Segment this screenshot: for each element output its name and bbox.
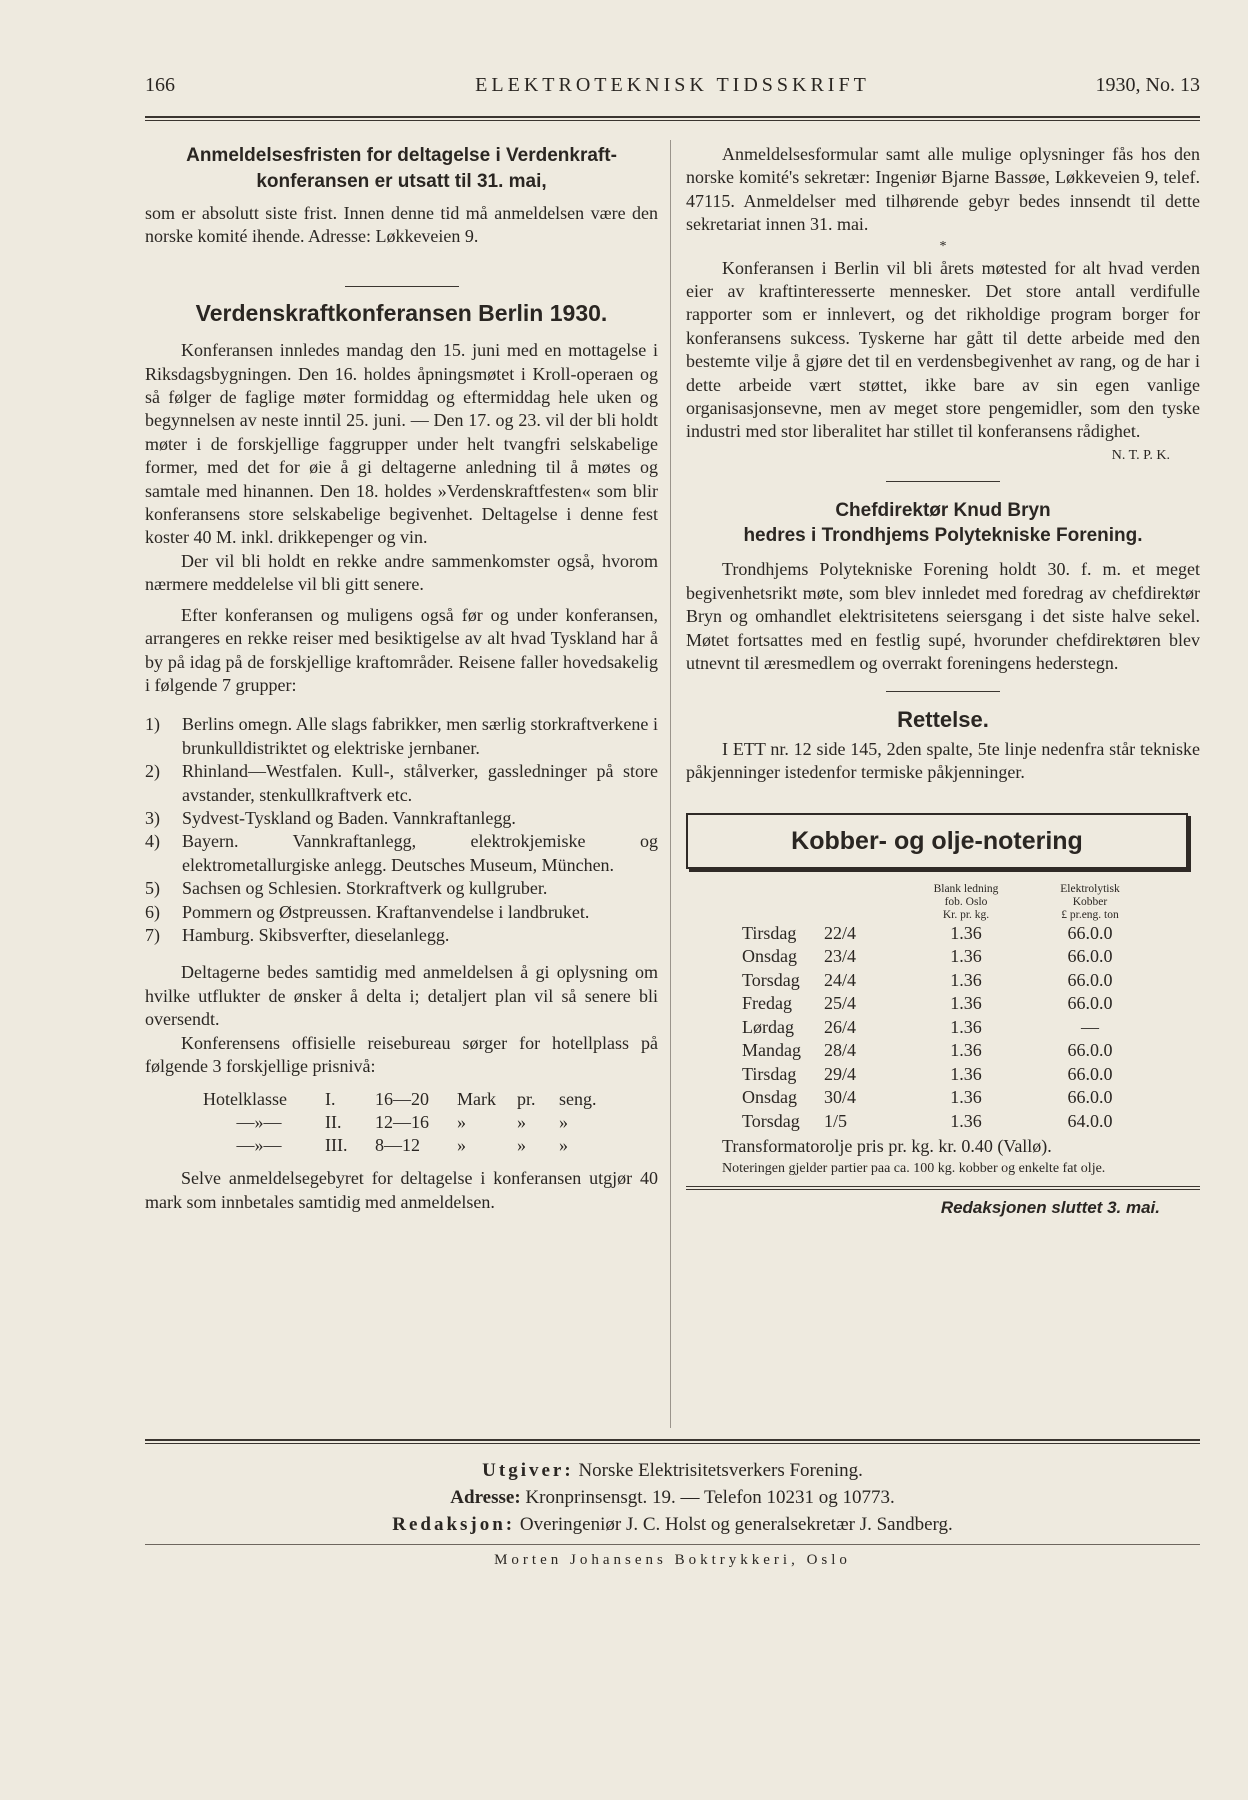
footer-editorial: Redaksjon: Overingeniør J. C. Holst og generalsekretær J. Sandberg. xyxy=(392,1514,953,1535)
hotel-price-table xyxy=(203,1088,607,1157)
article-paragraph: Selve anmeldelsegebyret for deltagelse i konferansen utgjør 40 mark som innbetales samtidig med anmeldelsen. xyxy=(145,1168,658,1212)
table-row: Tirsdag 29/4 1.36 66.0.0 xyxy=(742,1063,1113,1084)
article-paragraph: Konferansen innledes mandag den 15. juni med en mottagelse i Riksdagsbygningen. Den 16. holdes åpningsmøtet i Kroll-operaen og så følger de faglige møter formiddag og eftermiddag hele uken og begynnelsen av neste inntil 25. juni. — Den 17. og 23. vil der bli holdt møter i de forskjellige faggrupper under helt tvangfri selskabelige former, med det for øie å gi deltagerne anledning til å møtes og samtale med hinannen. Den 18. holdes »Verdenskraftfesten« som blir konferansens store selskabelige begivenhet. Deltagelse i denne fest koster 40 M. inkl. drikkepenger og vin. xyxy=(145,340,658,548)
table-row: Torsdag 24/4 1.36 66.0.0 xyxy=(742,969,1113,990)
footer-rule-top xyxy=(145,1439,1200,1441)
table-row: —»— III. 8—12 » » » xyxy=(236,1135,568,1156)
price-table xyxy=(742,883,1152,1134)
closing-rule-2 xyxy=(686,1189,1200,1190)
article-paragraph: Konferansen i Berlin vil bli årets møtested for alt hvad verden eier av kraftinteresserte mennesker. Det store antall verdifulle rapporter som er innlevert, og det rikholdige program borger for konferansens sukcess. Tyskerne har gått til dette arbeide med den bestemte vilje å gjøre det til en verdensbegivenhet av rang, og de har i dette arbeide vært støttet, ikke bare av sin egen vanlige organisasjonsevne, men av meget store pengemidler, som den tyske industri med stor liberalitet har stillet til konferansens rådighet. xyxy=(686,257,1200,442)
table-row: Tirsdag 22/4 1.36 66.0.0 xyxy=(742,922,1113,943)
section-divider xyxy=(886,691,1000,692)
column-header: Elektrolytisk Kobber £ pr.eng. ton xyxy=(1060,882,1120,921)
table-row: Onsdag 23/4 1.36 66.0.0 xyxy=(742,946,1113,967)
table-row: Mandag 28/4 1.36 66.0.0 xyxy=(742,1040,1113,1061)
table-row: —»— II. 12—16 » » » xyxy=(236,1112,568,1133)
closing-rule-1 xyxy=(686,1186,1200,1187)
bryn-heading: Chefdirektør Knud Bryn hedres i Trondhjems Polytekniske Forening. xyxy=(743,500,1143,547)
column-header: Blank ledning fob. Oslo Kr. pr. kg. xyxy=(933,882,999,921)
list-item: 7) Hamburg. Skibsverfter, dieselanlegg. xyxy=(145,924,450,945)
column-divider xyxy=(670,140,671,1428)
kobber-note: Noteringen gjelder partier paa ca. 100 kg. kobber og enkelte fat olje. xyxy=(722,1161,1106,1177)
closing-note: Redaksjonen sluttet 3. mai. xyxy=(940,1198,1160,1218)
header-rule-top xyxy=(145,116,1200,118)
article-paragraph: Der vil bli holdt en rekke andre sammenkomster også, hvorom nærmere meddelelse vil bli gitt senere. xyxy=(145,550,658,595)
table-row: Onsdag 30/4 1.36 66.0.0 xyxy=(742,1087,1113,1108)
article-paragraph: Konferensens offisielle reisebureau sørger for hotellplass på følgende 3 forskjellige prisnivå: xyxy=(145,1032,658,1076)
article-paragraph: Trondhjems Polytekniske Forening holdt 30. f. m. et meget begivenhetsrikt møte, som blev innledet med foredrag av chefdirektør Bryn og omhandlet elektrisitetens seiersgang i det siste halve sekel. Møtet fortsattes med en festlig supé, hvorunder chefdirektøren blev utnevnt til æresmedlem og overrakt foreningens hederstegn. xyxy=(686,559,1200,673)
right-column xyxy=(686,143,1200,1220)
article-paragraph: Deltagerne bedes samtidig med anmeldelsen å gi oplysning om hvilke utflukter de ønsker å delta i; detaljert plan vil så senere bli oversendt. xyxy=(145,962,658,1030)
section-divider xyxy=(345,286,459,287)
signature: N. T. P. K. xyxy=(1111,447,1170,463)
list-item: 4) Bayern. Vannkraftanlegg, elektrokjemiske og elektrometallurgiske anlegg. Deutsches Museum, München. xyxy=(145,831,658,875)
list-item: 2) Rhinland—Westfalen. Kull-, stålverker, gassledninger på store avstander, stenkullkraftverk etc. xyxy=(145,761,658,805)
journal-title: ELEKTROTEKNISK TIDSSKRIFT xyxy=(475,74,870,96)
section-divider xyxy=(886,481,1000,482)
footer-publisher: Utgiver: Norske Elektrisitetsverkers Forening. xyxy=(482,1460,863,1481)
footer-divider xyxy=(145,1544,1200,1545)
printer-line: Morten Johansens Boktrykkeri, Oslo xyxy=(494,1552,851,1568)
notice-heading-line2: konferansen er utsatt til 31. mai, xyxy=(256,171,547,192)
trip-groups-list xyxy=(145,713,658,947)
article-paragraph: I ETT nr. 12 side 145, 2den spalte, 5te linje nedenfra står tekniske påkjenninger istedenfor termiske påkjenninger. xyxy=(686,738,1200,783)
list-item: 1) Berlins omegn. Alle slags fabrikker, men særlig storkraftverkene i brunkulldistriktet og elektriske jernbaner. xyxy=(145,714,658,758)
kobber-heading: Kobber- og olje-notering xyxy=(791,826,1083,855)
footer-rule-bottom xyxy=(145,1443,1200,1444)
article-paragraph: Anmeldelsesformular samt alle mulige oplysninger fås hos den norske komité's sekretær: Ingeniør Bjarne Bassøe, Løkkeveien 9, telef. 47115. Anmeldelser med tilhørende gebyr bedes innsendt til dette sekretariat innen 31. mai. xyxy=(686,144,1200,235)
rettelse-heading: Rettelse. xyxy=(897,707,989,733)
list-item: 3) Sydvest-Tyskland og Baden. Vannkraftanlegg. xyxy=(145,807,516,828)
table-header-row xyxy=(742,883,1152,922)
table-row: Lørdag 26/4 1.36 — xyxy=(742,1016,1099,1037)
notice-heading-line1: Anmeldelsesfristen for deltagelse i Verdenkraft- xyxy=(186,145,617,166)
footer xyxy=(145,1457,1200,1538)
article-paragraph: Efter konferansen og muligens også før og under konferansen, arrangeres en rekke reiser med besiktigelse av alt hvad Tyskland har å by på idag på de forskjellige kraftområder. Reisene faller hovedsakelig i følgende 7 grupper: xyxy=(145,604,658,695)
notice-body: som er absolutt siste frist. Innen denne tid må anmeldelsen være den norske komité ihende. Adresse: Løkkeveien 9. xyxy=(145,203,658,247)
page-number: 166 xyxy=(145,74,175,96)
transformer-oil-price: Transformatorolje pris pr. kg. kr. 0.40 (Vallø). xyxy=(722,1136,1052,1157)
table-row: Fredag 25/4 1.36 66.0.0 xyxy=(742,993,1113,1014)
header-rule-bottom xyxy=(145,120,1200,121)
footer-address: Adresse: Kronprinsensgt. 19. — Telefon 10231 og 10773. xyxy=(450,1487,895,1508)
list-item: 6) Pommern og Østpreussen. Kraftanvendelse i landbruket. xyxy=(145,901,590,922)
issue-number: 1930, No. 13 xyxy=(1095,74,1200,96)
list-item: 5) Sachsen og Schlesien. Storkraftverk og kullgruber. xyxy=(145,878,548,899)
left-column xyxy=(145,143,658,1214)
table-row: Hotelklasse I. 16—20 Mark pr. seng. xyxy=(203,1089,597,1110)
article-title: Verdenskraftkonferansen Berlin 1930. xyxy=(195,299,608,326)
page-header xyxy=(145,74,1200,104)
table-row: Torsdag 1/5 1.36 64.0.0 xyxy=(742,1110,1113,1131)
kobber-heading-box xyxy=(686,813,1188,869)
asterisk-separator: * xyxy=(939,238,947,254)
notice-heading xyxy=(145,143,658,195)
